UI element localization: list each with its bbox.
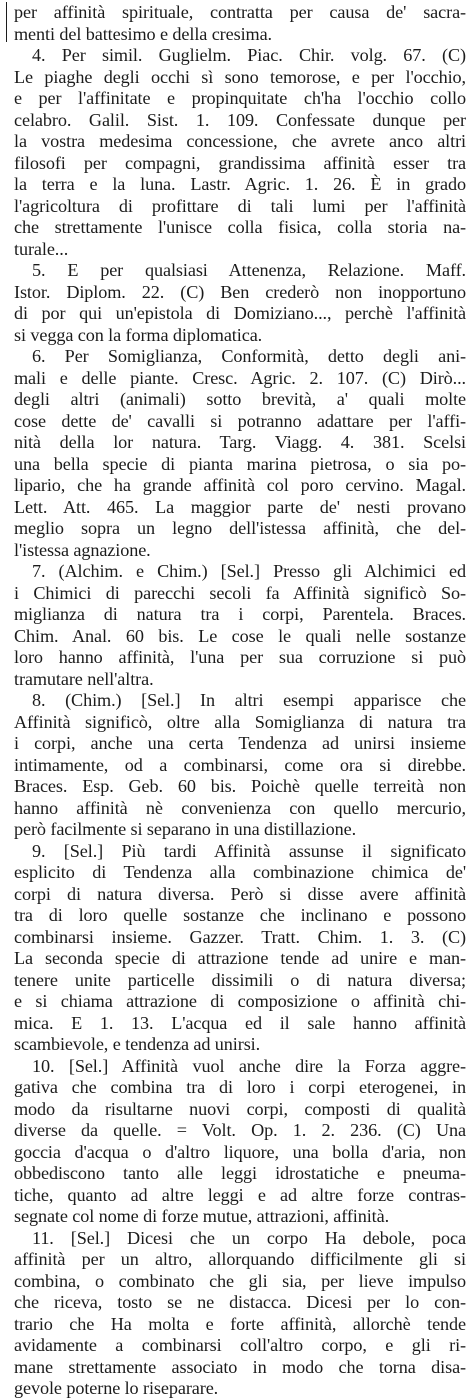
text-line: obbediscono tanto alle leggi idrostatiche e pneuma- [14, 1163, 466, 1183]
text-line: l'agricoltura di profittare di tali lumi per l'affinità [14, 195, 466, 216]
text-line: tra di loro quelle sostanze che inclinano e possono [14, 905, 466, 925]
text-line: Braces. Esp. Geb. 60 bis. Poichè quelle terreità non [14, 776, 466, 796]
text-line: trario che Ha molta e forte affinità, allorchè tende [14, 1313, 466, 1334]
entry-text-column [14, 2, 466, 1400]
text-line: menti del battesimo e della cresima. [14, 23, 273, 44]
text-line: segnate col nome di forze mutue, attrazioni, affinità. [14, 1206, 390, 1226]
text-line: lipario, che ha grande affinità col poro cervino. Magal. [14, 475, 466, 495]
text-line: diverse da quelle. = Volt. Op. 1. 2. 236. (C) Una [14, 1120, 466, 1140]
text-line: per affinità spirituale, contratta per causa de' sacra- [14, 2, 466, 22]
text-line: Chim. Anal. 60 bis. Le cose le quali nelle sostanze [14, 625, 466, 646]
text-line: combinarsi insieme. Gazzer. Tratt. Chim. 1. 3. (C) [14, 926, 466, 947]
text-line: l'istessa agnazione. [14, 539, 151, 560]
text-line: miglianza di natura tra i corpi, Parentela. Braces. [14, 604, 466, 624]
text-line: una bella specie di pianta marina pietrosa, o sia po- [14, 453, 466, 474]
text-line: 4. Per simil. Guglielm. Piac. Chir. volg. 67. (C) [32, 45, 466, 65]
text-line: 9. [Sel.] Più tardi Affinità assunse il significato [32, 840, 466, 861]
margin-rule [6, 2, 7, 42]
text-line: però facilmente si separano in una distillazione. [14, 819, 357, 839]
text-line: esplicito di Tendenza alla combinazione chimica de' [14, 862, 466, 882]
text-line: gevole poterne lo riseparare. [14, 1378, 219, 1398]
text-line: 5. E per qualsiasi Attenenza, Relazione. Maff. [32, 260, 466, 280]
text-line: tiche, quanto ad altre leggi e ad altre forze contras- [14, 1184, 466, 1205]
text-line: e per l'affinitate e propinquitate ch'ha l'occhio collo [14, 88, 466, 108]
text-line: affinità per un altro, allorquando difficilmente gli si [14, 1249, 466, 1269]
text-line: 10. [Sel.] Affinità vuol anche dire la Forza aggre- [32, 1055, 466, 1076]
text-line: la vostra medesima concessione, che avrete anco altri [14, 131, 466, 151]
text-line: 7. (Alchim. e Chim.) [Sel.] Presso gli Alchimici ed [32, 561, 466, 581]
text-line: mane strettamente associato in modo che torna disa- [14, 1356, 466, 1377]
text-line: Le piaghe degli occhi sì sono temorose, e per l'occhio, [14, 66, 466, 87]
text-line: hanno affinità nè convenienza con quello mercurio, [14, 797, 466, 818]
text-line: mali e delle piante. Cresc. Agric. 2. 107. (C) Dirò... [14, 367, 466, 388]
text-line: nità della lor natura. Targ. Viagg. 4. 381. Scelsi [14, 432, 466, 452]
text-line: celabro. Galil. Sist. 1. 109. Confessate dunque per [14, 109, 466, 130]
text-line: tenere unite particelle dissimili o di natura diversa; [14, 969, 466, 990]
text-line: La seconda specie di attrazione tende ad unire e man- [14, 948, 466, 968]
text-line: filosofi per compagni, grandissima affinità esser tra [14, 152, 466, 173]
text-line: meglio sopra un legno dell'istessa affinità, che del- [14, 518, 466, 538]
text-line: 6. Per Somiglianza, Conformità, detto degli ani- [32, 346, 466, 366]
text-line: 8. (Chim.) [Sel.] In altri esempi apparisce che [32, 690, 466, 710]
text-line: di por qui un'epistola di Domiziano..., perchè l'affinità [14, 303, 466, 323]
text-line: turale... [14, 238, 69, 259]
text-line: gativa che combina tra di loro i corpi eterogenei, in [14, 1077, 466, 1097]
text-line: che riceva, tosto se ne distacca. Dicesi per lo con- [14, 1292, 466, 1312]
text-line: la terra e la luna. Lastr. Agric. 1. 26. È in grado [14, 174, 466, 194]
text-line: si vegga con la forma diplomatica. [14, 324, 263, 345]
text-line: che strettamente l'unisce colla fisica, colla storia na- [14, 217, 466, 237]
text-line: Lett. Att. 465. La maggior parte de' nesti provano [14, 496, 466, 517]
text-line: avidamente a combinarsi coll'altro corpo, e gli ri- [14, 1335, 466, 1355]
text-line: modo da risultarne nuovi corpi, composti di qualità [14, 1098, 466, 1119]
text-line: Affinità significò, oltre alla Somiglianza di natura tra [14, 711, 466, 732]
text-line: mica. E 1. 13. L'acqua ed il sale hanno affinità [14, 1012, 466, 1033]
text-line: combina, o combinato che gli sia, per lieve impulso [14, 1270, 466, 1291]
text-line: intimamente, od a combinarsi, come ora si direbbe. [14, 754, 466, 775]
text-line: cose dette de' cavalli si potranno adattare per l'affi- [14, 410, 466, 431]
text-line: degli altri (animali) sotto brevità, a' quali molte [14, 389, 466, 409]
text-line: corpi di natura diversa. Però si disse avere affinità [14, 883, 466, 904]
text-line: scambievole, e tendenza ad unirsi. [14, 1034, 261, 1054]
text-line: loro hanno affinità, l'una per sua corruzione si può [14, 647, 466, 667]
text-line: tramutare nell'altra. [14, 668, 154, 689]
text-line: 11. [Sel.] Dicesi che un corpo Ha debole, poca [32, 1227, 466, 1248]
text-line: goccia d'acqua o d'altro liquore, una bolla d'aria, non [14, 1141, 466, 1162]
text-line: e si chiama attrazione di composizione o affinità chi- [14, 991, 466, 1011]
text-line: Istor. Diplom. 22. (C) Ben crederò non inopportuno [14, 281, 466, 302]
text-line: i corpi, anche una certa Tendenza ad unirsi insieme [14, 733, 466, 753]
text-line: i Chimici di parecchi secoli fa Affinità significò So- [14, 582, 466, 603]
